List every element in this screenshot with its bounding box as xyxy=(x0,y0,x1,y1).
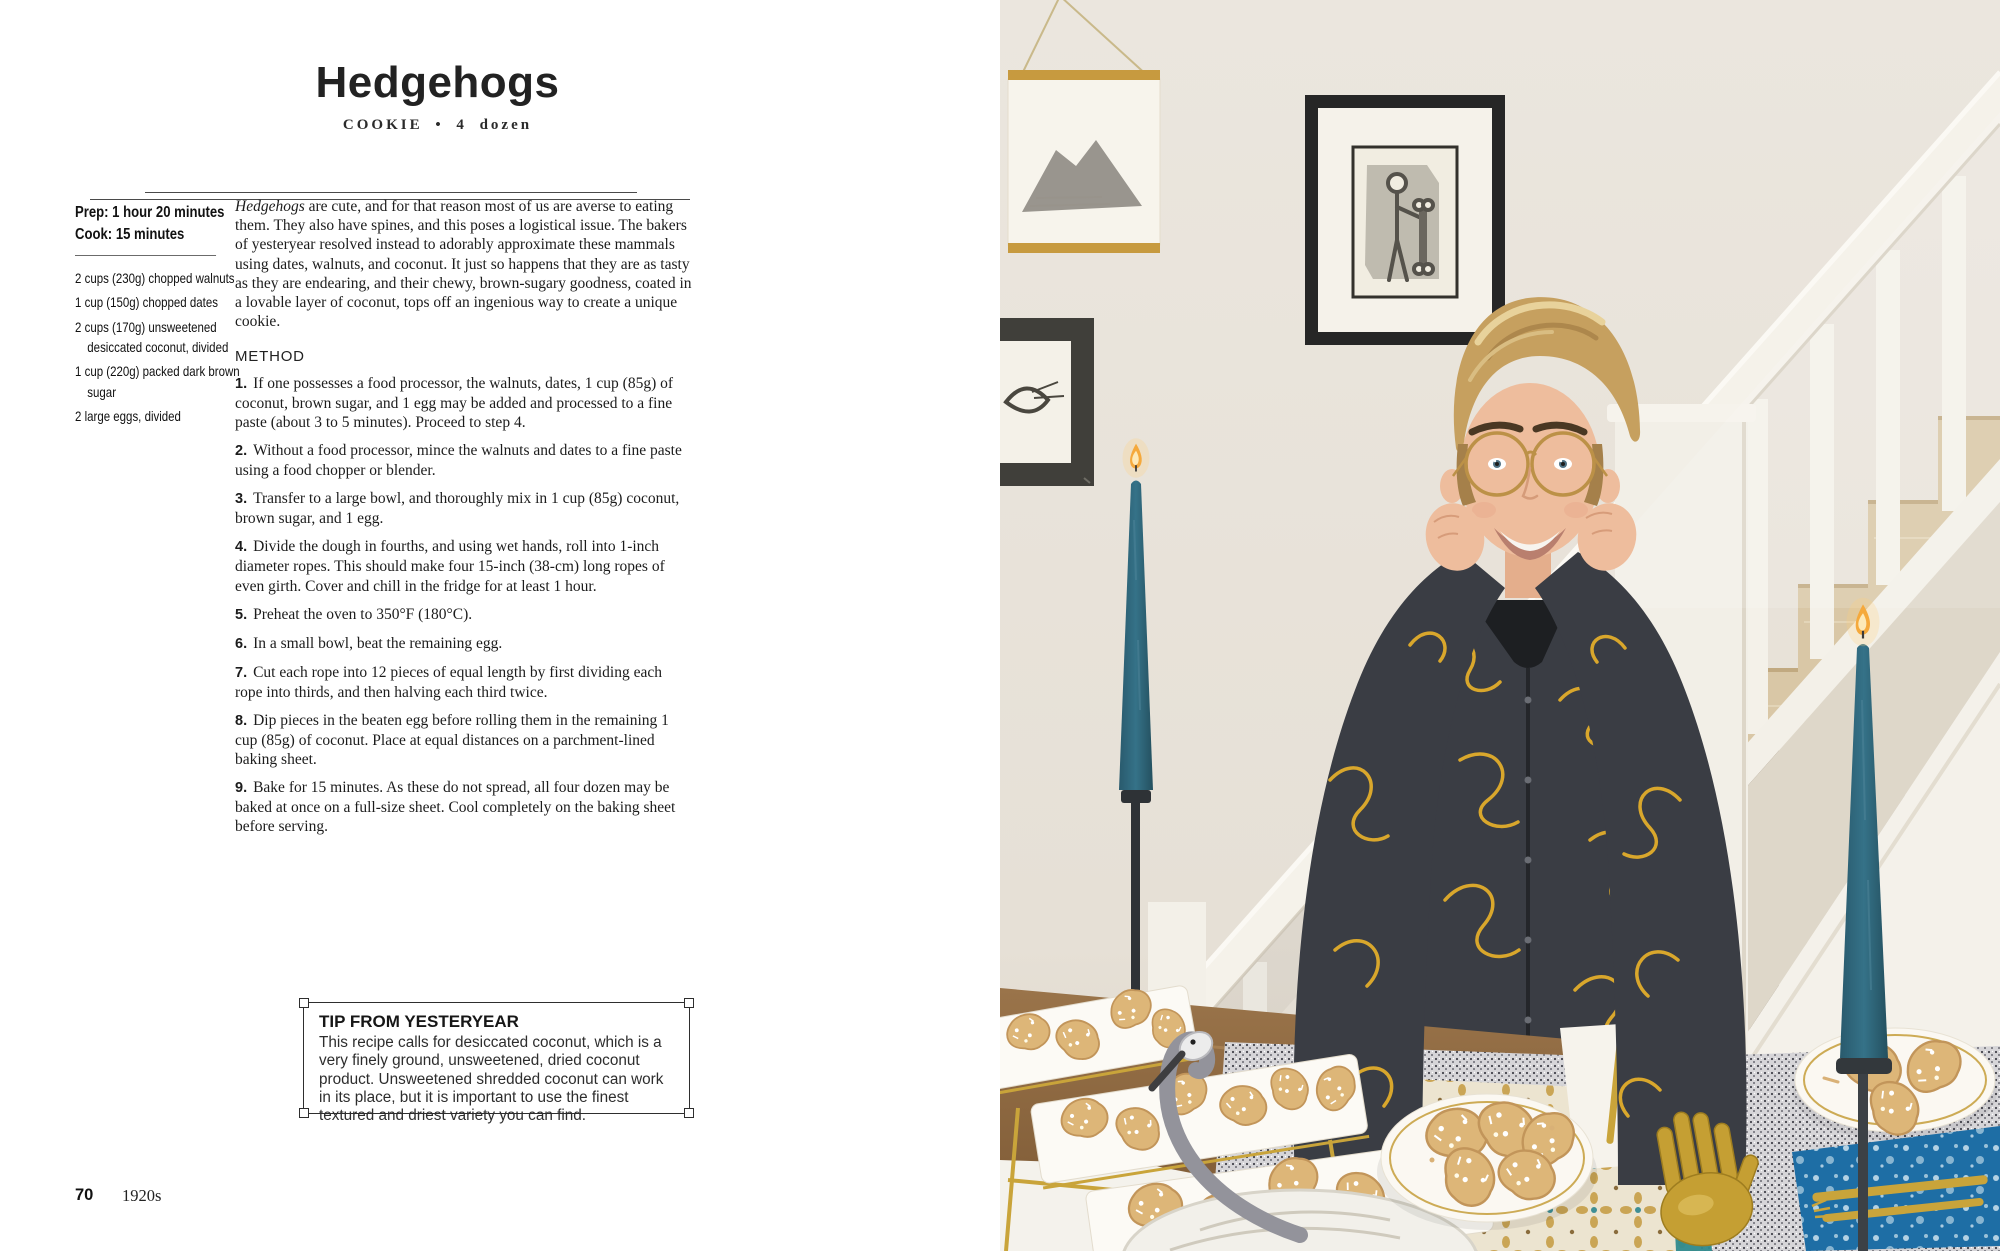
step-text: Bake for 15 minutes. As these do not spread, all four dozen may be baked at once on a full-size sheet. Cool completely on the baking sheet before serving. xyxy=(235,779,676,836)
title-rule-upper xyxy=(145,192,637,193)
intro-paragraph xyxy=(235,197,692,332)
step-number: 4. xyxy=(235,539,248,556)
ingredient-item: 2 cups (170g) unsweetened desiccated coconut, divided xyxy=(75,318,229,356)
sidebar-divider xyxy=(75,255,216,256)
ingredient-item: 2 large eggs, divided xyxy=(75,407,181,424)
tip-box-corner-ornament xyxy=(684,1108,694,1118)
tip-box-corner-ornament xyxy=(299,1108,309,1118)
method-heading: METHOD xyxy=(235,347,305,365)
step-text: Preheat the oven to 350°F (180°C). xyxy=(253,605,473,623)
step-text: Dip pieces in the beaten egg before rolling them in the remaining 1 cup (85g) of coconut. Place at equal distances on a parchment-lined baking sheet. xyxy=(235,711,669,769)
ingredients-sidebar xyxy=(75,202,243,430)
method-step xyxy=(235,711,692,769)
method-step xyxy=(235,374,692,432)
chapter-label: 1920s xyxy=(122,1186,162,1205)
step-number: 9. xyxy=(235,780,248,797)
step-text: Transfer to a large bowl, and thoroughly mix in 1 cup (85g) coconut, brown sugar, and 1 egg. xyxy=(235,490,680,528)
tip-box-corner-ornament xyxy=(684,998,694,1008)
step-number: 1. xyxy=(235,375,248,392)
recipe-subtitle: COOKIE • 4 dozen xyxy=(342,117,533,133)
method-step xyxy=(235,634,692,654)
method-step xyxy=(235,605,692,625)
tip-box xyxy=(303,1002,690,1125)
method-step xyxy=(235,778,692,836)
step-number: 5. xyxy=(235,606,248,623)
recipe-photo xyxy=(1000,0,2000,1251)
ingredient-item: 1 cup (150g) chopped dates xyxy=(75,294,218,311)
tip-heading: TIP FROM YESTERYEAR xyxy=(319,1012,519,1031)
tip-body: This recipe calls for desiccated coconut, which is a very finely ground, unsweetened, dried coconut product. Unsweetened shredded coconut can work in its place, but it is important to use the finest textured and driest variety you can find. xyxy=(319,1034,664,1125)
intro-text: are cute, and for that reason most of us are averse to eating them. They also have spines, and this poses a logistical issue. The bakers of yesteryear resolved instead to adorably approximate these mammals using dates, walnuts, and coconut. It just so happens that they are as tasty as they are endearing, and their chewy, brown-sugary goodness, coated in a lovable layer of coconut, tops off an ingenious way to create a unique cookie. xyxy=(235,198,692,331)
cook-time: Cook: 15 minutes xyxy=(75,225,185,243)
method-step xyxy=(235,489,692,528)
photo-plate-right xyxy=(1793,1028,1997,1143)
step-text: Cut each rope into 12 pieces of equal length by first dividing each rope into thirds, and then halving each third twice. xyxy=(235,663,663,701)
step-text: If one possesses a food processor, the walnuts, dates, 1 cup (85g) of coconut, brown sugar, and 1 egg may be added and processed to a fine paste (about 3 to 5 minutes). Proceed to step 4. xyxy=(235,374,674,431)
intro-lead-word: Hedgehogs xyxy=(235,198,305,215)
photo-frame-small-sketch xyxy=(1000,318,1094,486)
method-step xyxy=(235,663,692,702)
step-text: In a small bowl, beat the remaining egg. xyxy=(253,634,503,652)
photo-illustration xyxy=(1000,0,2000,1251)
step-number: 2. xyxy=(235,442,248,459)
step-text: Without a food processor, mince the walnuts and dates to a fine paste using a food chopper or blender. xyxy=(235,441,682,479)
recipe-title: Hedgehogs xyxy=(315,58,560,107)
ingredient-item: 2 cups (230g) chopped walnuts xyxy=(75,270,235,287)
method-step xyxy=(235,441,692,480)
title-block xyxy=(135,58,740,134)
step-number: 8. xyxy=(235,712,248,729)
photo-frame-figure-drawing xyxy=(1305,95,1505,345)
step-number: 7. xyxy=(235,664,248,681)
step-number: 3. xyxy=(235,491,248,508)
step-text: Divide the dough in fourths, and using wet hands, roll into 1-inch diameter ropes. This should make four 15-inch (38-cm) long ropes of even girth. Cover and chill in the fridge for at least 1 hour. xyxy=(235,538,665,595)
recipe-body xyxy=(235,197,692,837)
step-number: 6. xyxy=(235,635,248,652)
prep-time: Prep: 1 hour 20 minutes xyxy=(75,204,225,221)
page-number: 70 xyxy=(75,1186,94,1204)
tip-box-corner-ornament xyxy=(299,998,309,1008)
ingredient-item: 1 cup (220g) packed dark brown sugar xyxy=(75,363,240,400)
method-step xyxy=(235,537,692,595)
